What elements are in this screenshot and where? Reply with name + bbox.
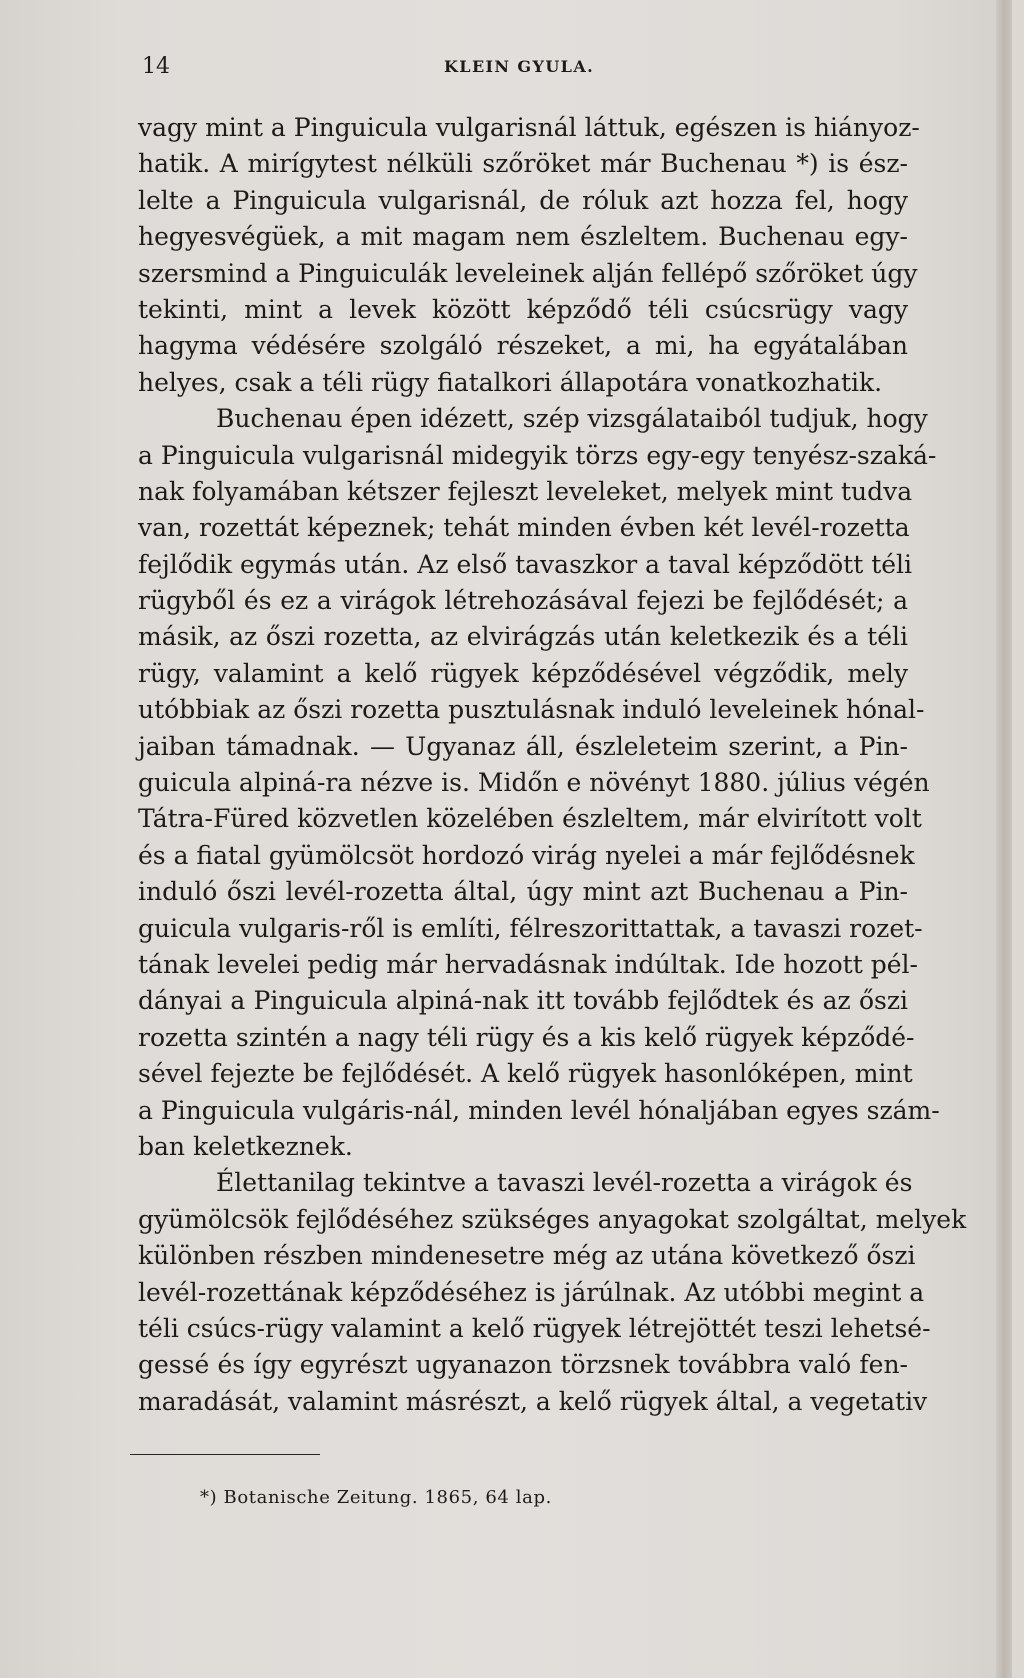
body-text [138,110,967,1420]
text-line: a Pinguicula vulgarisnál midegyik törzs egy-egy tenyész-szaká- [138,440,937,470]
text-line: dányai a Pinguicula alpiná-nak itt tovább fejlődtek és az őszi [138,986,908,1016]
text-line: gessé és így egyrészt ugyanazon törzsnek továbbra való fen- [138,1350,908,1380]
text-line: gyümölcsök fejlődéséhez szükséges anyagokat szolgáltat, melyek [138,1204,967,1234]
text-line: hegyesvégüek, a mit magam nem észleltem. Buchenau egy- [138,222,908,252]
text-line: a Pinguicula vulgáris-nál, minden levél hónaljában egyes szám- [138,1095,940,1125]
text-line: tának levelei pedig már hervadásnak indúltak. Ide hozott pél- [138,949,918,979]
footnote-rule [130,1454,320,1455]
text-line: levél-rozettának képződéséhez is járúlnak. Az utóbbi megint a [138,1277,925,1307]
text-line: nak folyamában kétszer fejleszt leveleket, melyek mint tudva [138,476,913,506]
text-line: vagy mint a Pinguicula vulgarisnál láttuk, egészen is hiányoz- [138,113,920,142]
text-line: téli csúcs-rügy valamint a kelő rügyek létrejöttét teszi lehetsé- [138,1313,931,1343]
text-line: utóbbiak az őszi rozetta pusztulásnak induló leveleinek hónal- [138,695,925,725]
text-line: guicula vulgaris-ről is említi, félreszorittattak, a tavaszi rozet- [138,913,923,943]
text-line: másik, az őszi rozetta, az elvirágzás után keletkezik és a téli [138,622,908,652]
text-line: rügyből és ez a virágok létrehozásával fejezi be fejlődését; a [138,586,908,616]
text-line: Buchenau épen idézett, szép vizsgálataiból tudjuk, hogy [216,404,928,434]
text-line: fejlődik egymás után. Az első tavaszkor a taval képződött téli [138,549,913,579]
text-line: van, rozettát képeznek; tehát minden évben két levél-rozetta [138,513,910,543]
text-line: guicula alpiná-ra nézve is. Midőn e növényt 1880. július végén [138,768,930,798]
page-edge-shadow [996,0,1012,1678]
text-line: és a fiatal gyümölcsöt hordozó virág nyelei a már fejlődésnek [138,840,915,870]
page-number: 14 [142,54,170,79]
footnote: *) Botanische Zeitung. 1865, 64 lap. [200,1487,552,1508]
text-line: Élettanilag tekintve a tavaszi levél-rozetta a virágok és [216,1168,913,1198]
text-line: szersmind a Pinguiculák leveleinek alján fellépő szőröket úgy [138,258,918,288]
page-header [142,50,902,84]
text-line: sével fejezte be fejlődését. A kelő rügyek hasonlóképen, mint [138,1059,913,1089]
text-line: lelte a Pinguicula vulgarisnál, de róluk azt hozza fel, hogy [138,185,908,215]
text-line: helyes, csak a téli rügy fiatalkori állapotára vonatkozhatik. [138,367,883,397]
text-line: különben részben mindenesetre még az utána következő őszi [138,1241,916,1271]
running-head: KLEIN GYULA. [444,57,595,76]
text-line: induló őszi levél-rozetta által, úgy mint azt Buchenau a Pin- [138,877,908,907]
text-line: hagyma védésére szolgáló részeket, a mi, ha egyátalában [138,331,908,361]
text-line: jaiban támadnak. — Ugyanaz áll, észleleteim szerint, a Pin- [138,731,908,761]
text-line: rozetta szintén a nagy téli rügy és a kis kelő rügyek képződé- [138,1022,915,1052]
text-line: Tátra-Füred közvetlen közelében észleltem, már elvirított volt [138,804,922,834]
text-line: rügy, valamint a kelő rügyek képződésével végződik, mely [138,658,908,688]
text-line: maradását, valamint másrészt, a kelő rügyek által, a vegetativ [138,1386,928,1416]
text-line: hatik. A mirígytest nélküli szőröket már Buchenau *) is ész- [138,149,908,179]
text-line: tekinti, mint a levek között képződő téli csúcsrügy vagy [138,294,908,324]
text-line: ban keletkeznek. [138,1131,353,1161]
